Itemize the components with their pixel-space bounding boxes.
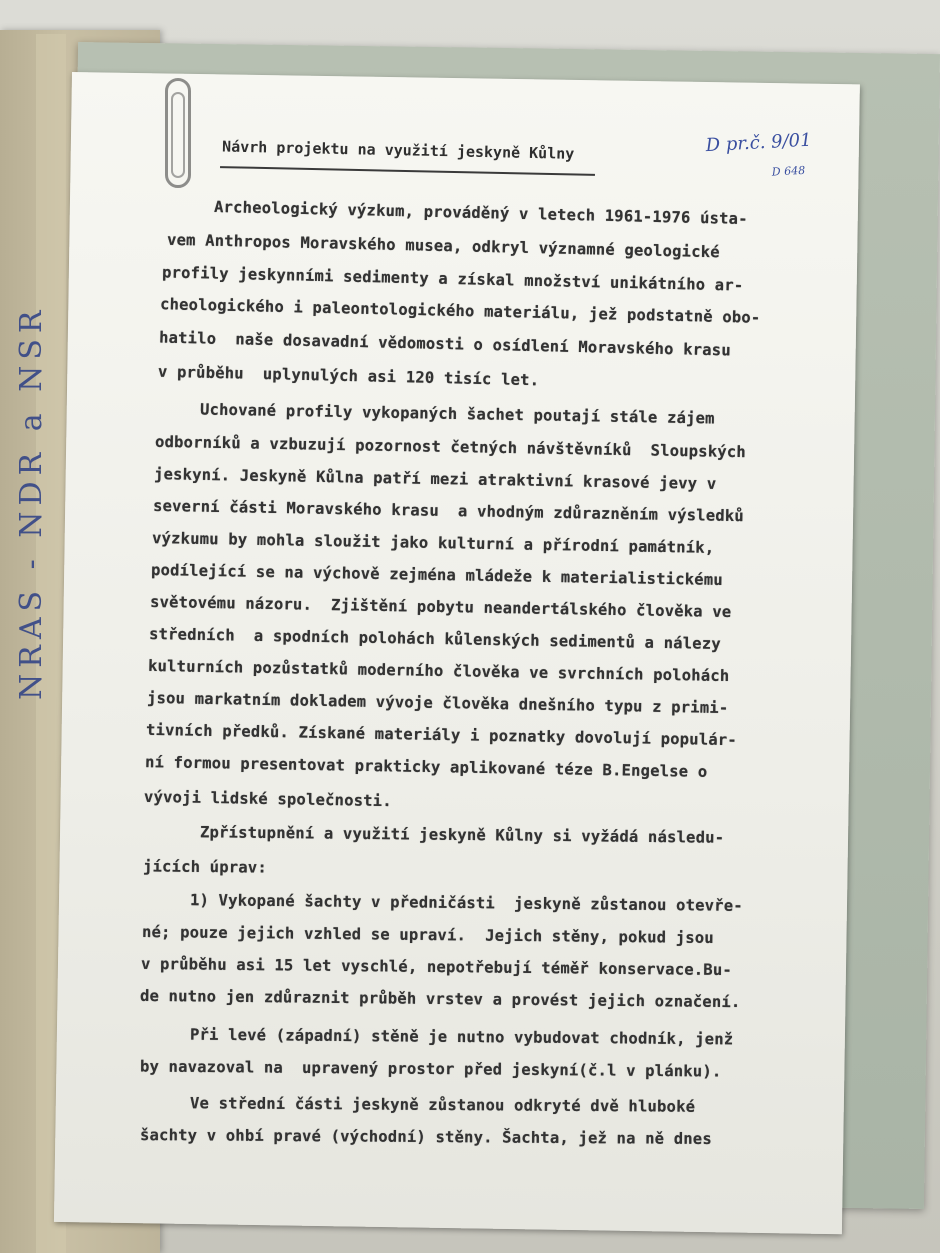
text-line: v průběhu uplynulých asi 120 tisíc let. [157, 362, 540, 390]
text-line: podílející se na výchově zejména mládeže k materialistickému [150, 561, 724, 589]
text-line: tivních předků. Získané materiály i poznatky dovolují populár- [145, 720, 738, 750]
text-line: středních a spodních polohách kůlenských sedimentů a nálezy [148, 625, 722, 653]
text-line: Ve střední části jeskyně zůstanou odkryté dvě hluboké [189, 1094, 696, 1116]
text-line: jících úprav: [142, 857, 268, 877]
paper-clip-inner [171, 92, 185, 178]
text-line: světovému názoru. Zjištění pobytu neandertálského člověka ve [149, 592, 732, 622]
text-line: Zpřístupnění a využití jeskyně Kůlny si vyžádá následu- [199, 823, 725, 847]
text-line: v průběhu asi 15 let vyschlé, nepotřebují téměř konservace.Bu- [140, 954, 733, 980]
text-line: de nutno jen zdůraznit průběh vrstev a provést jejich označení. [139, 986, 741, 1012]
text-line: odborníků a vzbuzují pozornost četných návštěvníků Sloupských [154, 432, 747, 462]
text-line: jsou markatním dokladem vývoje člověka dnešního typu z primi- [146, 688, 729, 718]
text-line: Při levé (západní) stěně je nutno vybudovat chodník, jenž [189, 1025, 734, 1049]
text-line: 1) Vykopané šachty v předničásti jeskyně zůstanou otevře- [189, 891, 743, 915]
text-line: šachty v ohbí pravé (východní) stěny. Šachta, jež na ně dnes [139, 1126, 712, 1148]
handwritten-side-note: NRAS - NDR a NSR [14, 304, 49, 700]
text-line: cheologického i paleontologického materiálu, jež podstatně obo- [159, 295, 761, 327]
text-line: hatilo naše dosavadní vědomosti o osídlení Moravského krasu [158, 328, 732, 360]
text-line: severní části Moravského krasu a vhodným zdůrazněním výsledků [152, 496, 745, 526]
text-line: ní formou presentovat prakticky aplikované téze B.Engelse o [144, 753, 708, 781]
text-line: by navazoval na upravený prostor před jeskyní(č.l v plánku). [139, 1057, 722, 1081]
handwritten-reference: D pr.č. 9/01 [705, 129, 813, 157]
text-line: jeskyní. Jeskyně Kůlna patří mezi atraktivní krasové jevy v [153, 465, 717, 493]
text-line: výzkumu by mohla sloužit jako kulturní a přírodní památník, [151, 529, 715, 557]
text-line: Uchované profily vykopaných šachet poutají stále zájem [199, 400, 715, 428]
handwritten-reference-2: D 648 [771, 163, 806, 179]
text-line: kulturních pozůstatků moderního člověka ve svrchních polohách [147, 656, 730, 686]
text-line: né; pouze jejich vzhled se upraví. Jejich stěny, pokud jsou [141, 923, 715, 947]
document-title: Návrh projektu na využití jeskyně Kůlny [221, 137, 575, 163]
text-line: vem Anthropos Moravského musea, odkryl významné geologické [166, 230, 720, 262]
text-line: vývoji lidské společnosti. [143, 787, 392, 811]
text-line: Archeologický výzkum, prováděný v letech 1961-1976 ústa- [213, 197, 748, 229]
text-line: profily jeskynními sedimenty a získal množství unikátního ar- [161, 263, 744, 295]
